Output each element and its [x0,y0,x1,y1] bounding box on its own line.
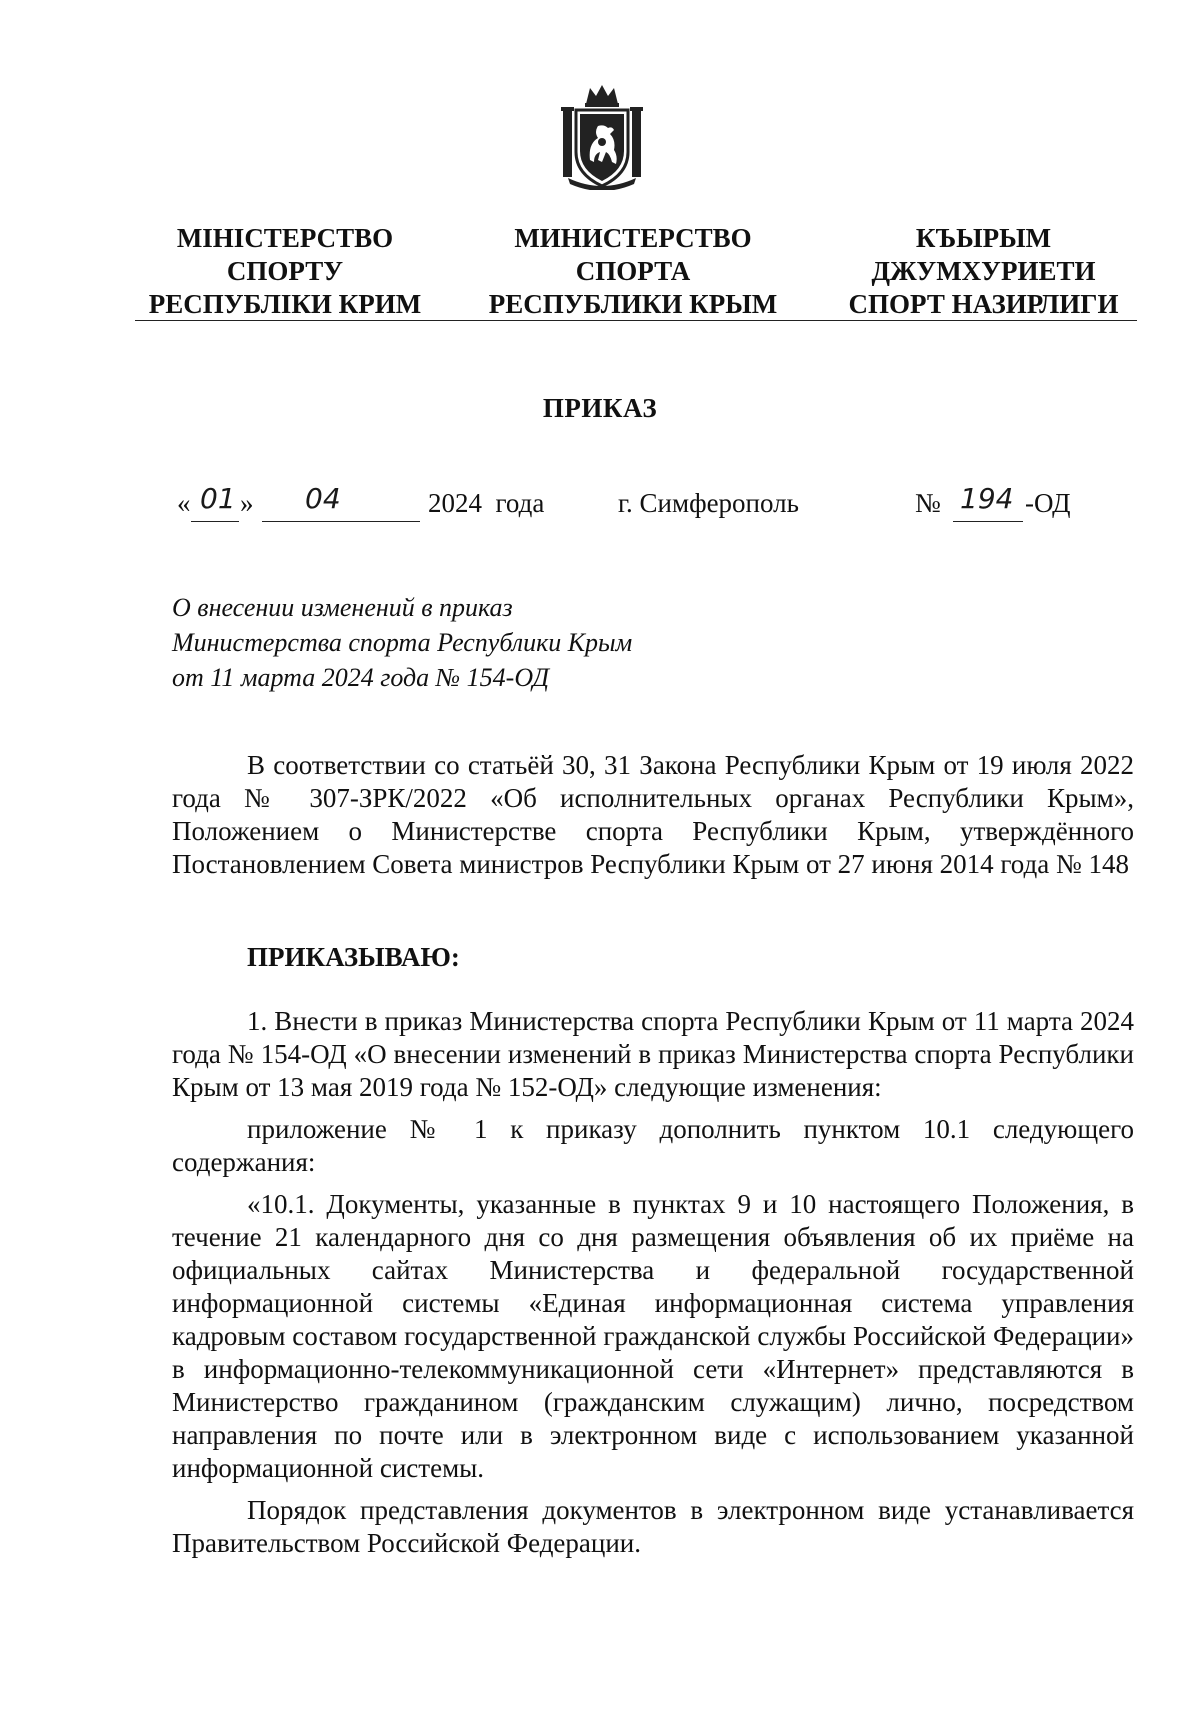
header-divider [135,320,1137,321]
paragraph-4: Порядок представления документов в электронном виде устанавливается Правительством Российской Федерации. [172,1495,1134,1558]
document-subject: О внесении изменений в приказ Министерства спорта Республики Крым от 11 марта 2024 года № 154-ОД [172,593,633,692]
header-crimean-tatar: КЪЫРЫМ ДЖУМХУРИЕТИ СПОРТ НАЗИРЛИГИ [848,223,1119,319]
document-number-handwritten: 194 [960,482,1014,515]
paragraph-1: 1. Внести в приказ Министерства спорта Республики Крым от 11 марта 2024 года № 154-ОД «О внесении изменений в приказ Министерства спорта Республики Крым от 13 мая 2019 года № 152-ОД» следующие изменения: [172,1006,1134,1102]
day-underline [191,521,239,522]
number-suffix: -ОД [1025,488,1071,518]
preamble-block [172,749,1134,890]
order-body [172,1005,1134,1569]
paragraph-3: «10.1. Документы, указанные в пунктах 9 и 10 настоящего Положения, в течение 21 календарного дня со дня размещения объявления об их приёме на официальных сайтах Министерства и федеральной государственной информационной системы «Единая информационная система управления кадровым составом государственной гражданской службы Российской Федерации» в информационно-телекоммуникационной сети «Интернет» представляются в Министерство гражданином (гражданским служащим) лично, посредством направления по почте или в электронном виде с использованием указанной информационной системы. [172,1189,1134,1483]
ministry-header [135,222,1137,322]
preamble-text: В соответствии со статьёй 30, 31 Закона Республики Крым от 19 июля 2022 года № 307-ЗРК/2022 «Об исполнительных органах Республики Крым», Положением о Министерстве спорта Республики Крым, утверждённого Постановлением Совета министров Республики Крым от 27 июня 2014 года № 148 [172,750,1134,879]
coat-of-arms-icon [560,82,644,190]
document-type-title: ПРИКАЗ [542,393,658,423]
city-name: г. Симферополь [618,488,799,518]
date-day-handwritten: 01 [200,482,236,515]
date-year: 2024 года [428,488,545,518]
month-underline [262,521,420,522]
date-quote-open: « [177,488,191,518]
date-quote-close: » [240,488,254,518]
number-underline [953,521,1023,522]
document-meta-line [0,482,1200,528]
order-heading: ПРИКАЗЫВАЮ: [247,942,460,972]
header-russian: МИНИСТЕРСТВО СПОРТА РЕСПУБЛИКИ КРЫМ [488,223,778,319]
header-ukrainian: МІНІСТЕРСТВО СПОРТУ РЕСПУБЛІКИ КРИМ [148,223,422,319]
paragraph-2: приложение № 1 к приказу дополнить пунктом 10.1 следующего содержания: [172,1114,1134,1177]
date-month-handwritten: 04 [305,482,341,515]
number-sign: № [915,488,941,518]
